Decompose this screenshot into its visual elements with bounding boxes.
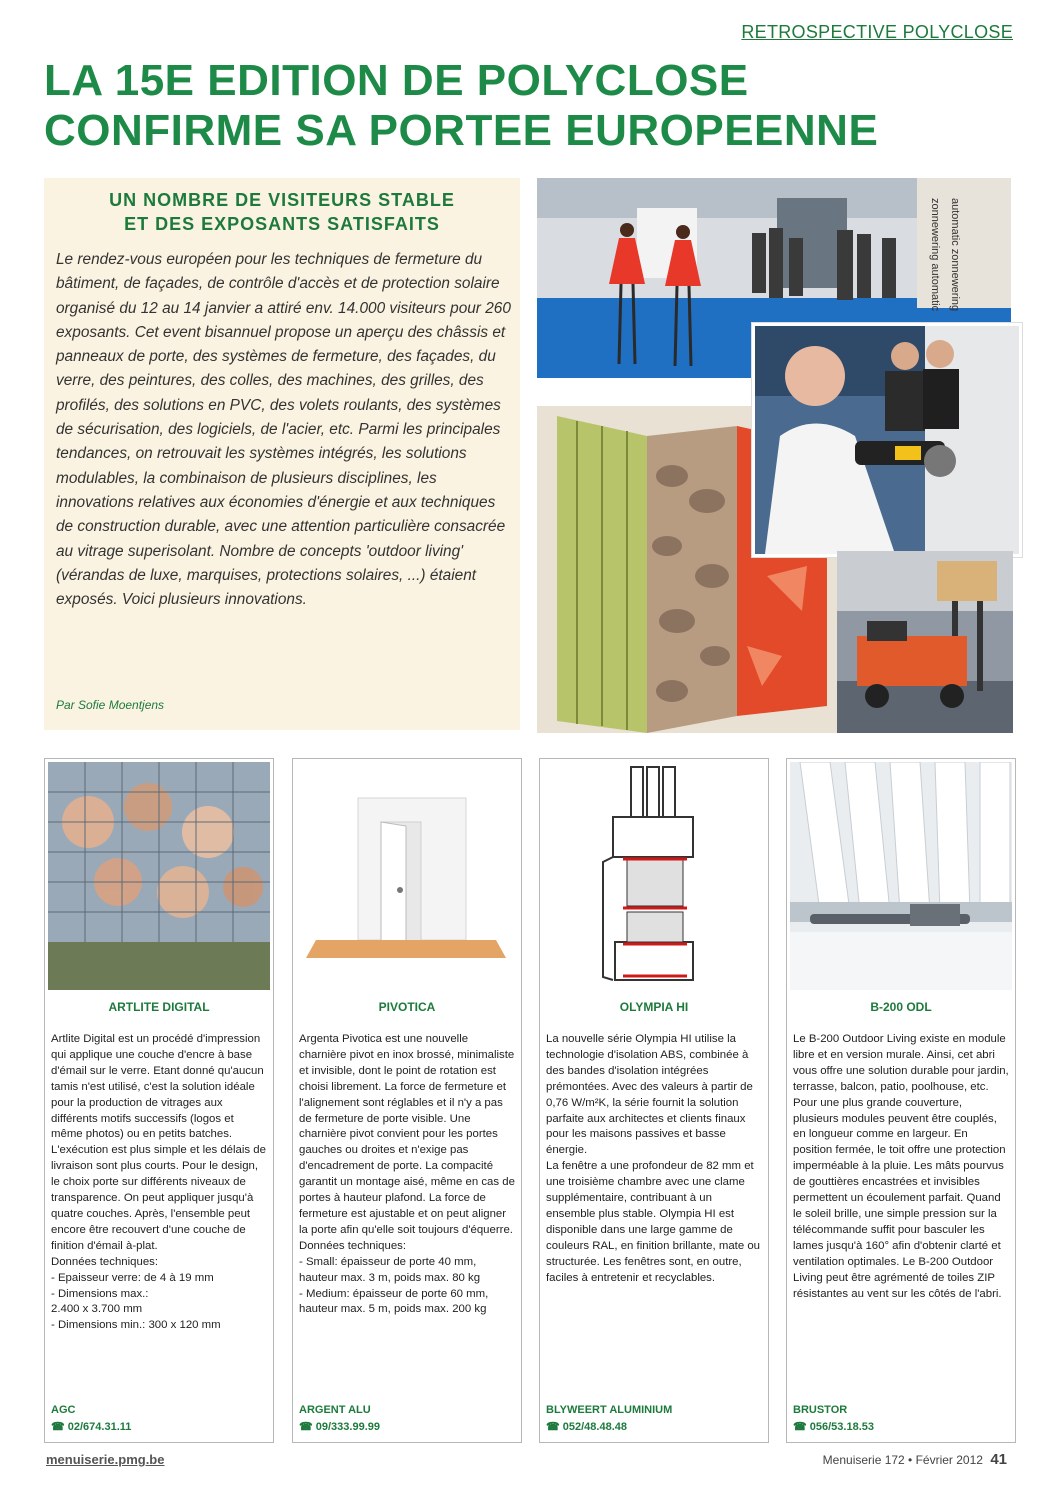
photo-demonstration [752,323,1022,557]
product-image-artlite [48,762,270,990]
product-image-b200 [790,762,1012,990]
product-description: Argenta Pivotica est une nouvelle charnière pivot en inox brossé, minimaliste et invisible, dont le point de rotation est choisi librement. La force de fermeture et l'alignement sont réglables et il n'y a pas de fermeture de porte visible. Une charnière pivot convient pour les portes gauches ou droites et n'exige pas d'encadrement de porte. La compacité garantit un montage aisé, même en cas de portes à hauteur plafond. La force de fermeture est ajustable et on peut aligner la porte afin qu'elle soit toujours d'équerre. Données techniques: - Small: épaisseur de porte 40 mm, hauteur max. 3 m, poids max. 80 kg - Medium: épaisseur de porte 60 mm, hauteur max. 5 m, poids max. 200 kg [299,1033,515,1316]
product-company: ARGENT ALU [299,1404,371,1416]
phone-number: 02/674.31.11 [67,1421,132,1433]
section-kicker: RETROSPECTIVE POLYCLOSE [741,22,1013,42]
phone-number: 09/333.99.99 [315,1421,380,1433]
intro-heading-line-1: UN NOMBRE DE VISITEURS STABLE [109,190,455,210]
article-title [44,56,1024,156]
product-company: BRUSTOR [793,1404,848,1416]
phone-icon: ☎ [793,1421,810,1433]
page-number: 41 [990,1451,1007,1468]
forklift-illustration [837,551,1013,733]
intro-heading [44,188,520,236]
photo-forklift [837,551,1013,733]
product-image-olympia [543,762,765,990]
product-phone [546,1420,627,1433]
product-description: Artlite Digital est un procédé d'impression qui applique une couche d'encre à base d'émail sur le verre. Etant donné qu'aucun tamis n'est utilisé, c'est la solution idéale pour la production de vitrages aux différents motifs successifs (logos et même photos) ou en petits batches. L'exécution est plus simple et les délais de livraison sont plus courts. Pour le design, le choix porte sur différents niveaux de transparence. On peut appliquer jusqu'à quatre couches. Après, l'ensemble peut encore être recouvert d'une couche de finition d'émail à-plat. Données techniques: - Epaisseur verre: de 4 à 19 mm - Dimensions max.: 2.400 x 3.700 mm - Dimensions min.: 300 x 120 mm [51,1033,266,1332]
product-card-olympia [539,758,769,1443]
product-name: B-200 ODL [870,1000,932,1014]
phone-icon: ☎ [299,1421,316,1433]
intro-box [44,178,520,730]
product-name: ARTLITE DIGITAL [108,1000,210,1014]
pivot-door-illustration [296,762,518,990]
product-card-pivotica [292,758,522,1443]
byline: Par Sofie Moentjens [56,698,165,712]
phone-icon: ☎ [546,1421,563,1433]
product-card-artlite [44,758,274,1443]
title-line-1: LA 15E EDITION DE POLYCLOSE [44,56,749,105]
phone-number: 052/48.48.48 [562,1421,627,1433]
product-company: AGC [51,1404,76,1416]
title-line-2: CONFIRME SA PORTEE EUROPEENNE [44,106,879,155]
product-description: La nouvelle série Olympia HI utilise la technologie d'isolation ABS, combinée à des bandes d'isolation intégrées prémontées. Avec des valeurs à partir de 0,76 W/m²K, la série fournit la solution parfaite aux architectes et clients finaux pour les maisons passives et basse énergie. La fenêtre a une profondeur de 82 mm et une troisième chambre avec une clame supplémentaire, contribuant à un ensemble plus stable. Olympia HI est disponible dans une large gamme de couleurs RAL, en finition brillante, mate ou structurée. Les fenêtres sont, en outre, faciles à entretenir et recyclables. [546,1033,761,1284]
product-name: OLYMPIA HI [619,1000,689,1014]
product-phone [51,1420,131,1433]
product-description: Le B-200 Outdoor Living existe en module libre et en version murale. Ainsi, cet abri vous offre une solution durable pour jardin, terrasse, balcon, patio, poolhouse, etc. Pour une plus grande couverture, plusieurs modules peuvent être couplés, en longueur comme en largeur. En position fermée, le toit offre une protection imperméable à la pluie. Les mâts pourvus de gouttières encastrées et invisibles permettent un écoulement parfait. Quand le soleil brille, une simple pression sur la télécommande suffit pour basculer les lames jusqu'à 160° afin d'obtenir clarté et ventilation optimales. Le B-200 Outdoor Living peut être agrémenté de toiles ZIP résistantes au vent sur les côtés de l'abri. [793,1033,1009,1300]
artlite-building-illustration [48,762,270,990]
demonstration-illustration [755,326,1019,554]
product-phone [299,1420,380,1433]
footer-issue-text: Menuiserie 172 • Février 2012 [822,1453,983,1467]
footer-site-link[interactable]: menuiserie.pmg.be [46,1452,165,1467]
footer-issue [823,1451,1007,1468]
booth-sign-text-2: automatic zonnewering [949,198,961,312]
phone-icon: ☎ [51,1421,68,1433]
intro-heading-line-2: ET DES EXPOSANTS SATISFAITS [124,214,440,234]
product-phone [793,1420,874,1433]
louvre-roof-illustration [790,762,1012,990]
product-company: BLYWEERT ALUMINIUM [546,1404,673,1416]
product-image-pivotica [296,762,518,990]
intro-text: Le rendez-vous européen pour les techniques de fermeture du bâtiment, de façades, de contrôle d'accès et de protection solaire organisé du 12 au 14 janvier a attiré env. 14.000 visiteurs pour 260 exposants. Cet event bisannuel propose un aperçu des châssis et panneaux de porte, des systèmes de fermeture, des façades, du verre, des peintures, des colles, des machines, des grilles, des profilés, des solutions en PVC, des volets roulants, des systèmes de sécurisation, des logiciels, de l'acier, etc. Parmi les principales tendances, on retrouvait les systèmes intégrés, les solutions modulables, la combinaison de plusieurs disciplines, les innovations relatives aux économies d'énergie et aux techniques de construction durable, avec une attention particulière consacrée au vitrage superisolant. Nombre de concepts 'outdoor living' (vérandas de luxe, marquises, protections solaires, ...) étaient exposés. Voici plusieurs innovations. [56,251,511,609]
booth-sign-text: zonnewering automatic [929,198,941,312]
phone-number: 056/53.18.53 [809,1421,874,1433]
product-name: PIVOTICA [378,1000,436,1014]
product-card-b200 [786,758,1016,1443]
window-profile-illustration [543,762,765,990]
